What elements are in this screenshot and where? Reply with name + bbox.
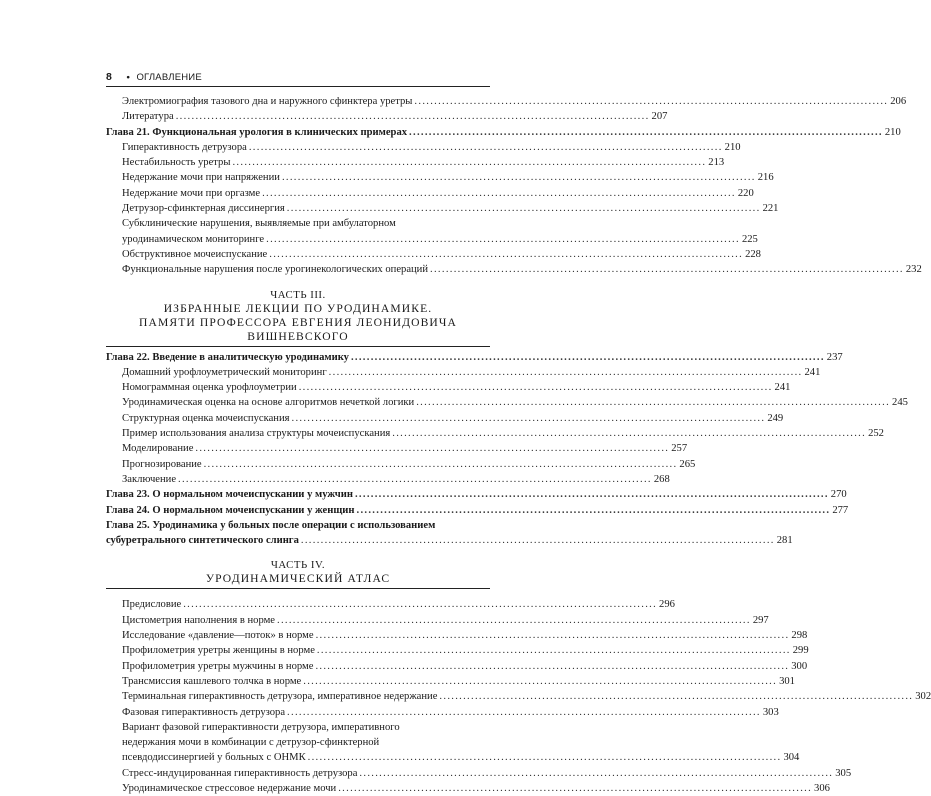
toc-entry	[106, 109, 668, 124]
toc-entry	[106, 380, 791, 395]
toc-entry	[106, 155, 725, 170]
part-rule	[106, 588, 490, 589]
toc-entry-text: Цистометрия наполнения в норме	[122, 614, 275, 626]
leader-dots: ........................................................................................................................	[303, 675, 778, 687]
leader-dots: ........................................................................................................................	[266, 233, 740, 245]
toc-entry-page: 306	[814, 782, 830, 794]
toc-entry-page: 298	[791, 630, 808, 642]
leader-dots: ........................................................................................................................	[269, 248, 744, 260]
toc-entry-text: Профилометрия уретры мужчины в норме	[122, 660, 314, 672]
toc-entry-text: Заключение	[122, 473, 177, 485]
leader-dots: ........................................................................................................................	[316, 645, 791, 657]
running-head-title: ОГЛАВЛЕНИЕ	[136, 72, 202, 83]
toc-entry-text: Стресс-индуцированная гиперактивность детрузора	[122, 767, 358, 779]
leader-dots: ........................................................................................................................	[248, 141, 723, 153]
toc-entry	[106, 597, 675, 612]
toc-entry-text: уродинамическом мониторинге	[122, 233, 265, 245]
toc-entry-text: Функциональные нарушения после урогинекологических операций	[122, 264, 429, 276]
bullet-glyph: •	[126, 72, 130, 83]
leader-dots: ........................................................................................................................	[328, 366, 803, 378]
toc-entry-text: Исследование «давление—поток» в норме	[122, 630, 314, 642]
toc-entry	[106, 140, 741, 155]
toc-entry-text: Гиперактивность детрузора	[122, 141, 247, 153]
toc-entry-text: Моделирование	[122, 443, 194, 455]
toc-block	[106, 350, 908, 518]
toc-entry	[106, 643, 809, 658]
toc-block	[106, 766, 852, 796]
toc-entry	[106, 689, 931, 704]
toc-entry-page: 305	[835, 767, 852, 779]
leader-dots: ........................................................................................................................	[195, 443, 670, 455]
header-rule	[106, 86, 490, 87]
leader-dots: ........................................................................................................................	[178, 473, 652, 485]
toc-entry-text: Глава 22. Введение в аналитическую уродинамику	[106, 351, 349, 363]
toc-entry-text: Детрузор-сфинктерная диссинергия	[122, 203, 285, 215]
toc-entry	[106, 613, 769, 628]
toc-entry-text: Вариант фазовой гиперактивности детрузора, императивного	[122, 721, 400, 733]
toc-chapter-entry	[106, 487, 847, 502]
leader-dots: ........................................................................................................................	[350, 351, 825, 363]
toc-entry-page: 303	[762, 706, 779, 718]
toc-chapter-entry	[106, 125, 901, 140]
toc-entry-multiline	[106, 720, 800, 766]
toc-entry-page: 210	[884, 126, 901, 138]
toc-entry-page: 225	[741, 233, 758, 245]
toc-entry-text: Фазовая гиперактивность детрузора	[122, 706, 286, 718]
toc-entry-text: Литература	[122, 111, 174, 123]
toc-entry-text: Уродинамическое стрессовое недержание мочи	[122, 782, 337, 794]
toc-entry-page: 281	[776, 535, 793, 547]
toc-entry	[106, 659, 808, 674]
toc-entry-text: субуретрального синтетического слинга	[106, 535, 299, 547]
running-head	[106, 71, 490, 83]
toc-entry-page: 268	[653, 473, 670, 485]
toc-entry-text: Электромиография тазового дна и наружного сфинктера уретры	[122, 96, 413, 107]
toc-entry-page: 213	[708, 157, 725, 169]
toc-entry	[106, 411, 784, 426]
toc-entry-text: Предисловие	[122, 599, 182, 611]
leader-dots: ........................................................................................................................	[430, 264, 904, 276]
toc-entry-text: Глава 21. Функциональная урология в клинических примерах	[106, 126, 408, 138]
toc-entry-text: Домашний урофлоуметрический мониторинг	[122, 366, 327, 378]
leader-dots: ........................................................................................................................	[439, 691, 914, 703]
part-heading	[106, 288, 490, 344]
toc-entry	[106, 426, 884, 441]
leader-dots: ........................................................................................................................	[262, 187, 736, 199]
leader-dots: ........................................................................................................................	[286, 203, 761, 215]
toc-entry-page: 207	[651, 111, 668, 123]
toc-entry-text: псевдодиссинергией у больных с ОНМК	[122, 752, 306, 764]
page-number: 8	[106, 71, 112, 83]
leader-dots: ........................................................................................................................	[356, 504, 831, 516]
toc-entry-page: 206	[890, 96, 907, 107]
toc-entry-text: Недержание мочи при напряжении	[122, 172, 280, 184]
leader-dots: ........................................................................................................................	[414, 96, 889, 107]
leader-dots: ........................................................................................................................	[300, 535, 775, 547]
leader-dots: ........................................................................................................................	[291, 412, 766, 424]
toc-entry-page: 220	[737, 187, 754, 199]
toc-entry-page: 237	[826, 351, 843, 363]
toc-entry	[106, 262, 922, 277]
leader-dots: ........................................................................................................................	[281, 172, 756, 184]
toc-entry	[106, 94, 907, 109]
leader-dots: ........................................................................................................................	[232, 157, 707, 169]
part-number: ЧАСТЬ IV.	[270, 559, 326, 572]
table-of-contents	[106, 94, 931, 796]
toc-entry-text: Профилометрия уретры женщины в норме	[122, 645, 315, 657]
toc-entry	[106, 781, 830, 796]
leader-dots: ........................................................................................................................	[315, 630, 790, 642]
part-number: ЧАСТЬ III.	[270, 288, 326, 301]
toc-chapter-entry	[106, 503, 849, 518]
leader-dots: ........................................................................................................................	[392, 428, 867, 440]
leader-dots: ........................................................................................................................	[307, 752, 782, 764]
toc-entry-text: недержания мочи в комбинации с детрузор-сфинктерной	[122, 737, 380, 749]
toc-entry	[106, 628, 808, 643]
toc-entry-page: 265	[679, 458, 696, 470]
part-heading	[106, 558, 490, 586]
leader-dots: ........................................................................................................................	[338, 782, 813, 794]
toc-entry-text: Трансмиссия кашлевого толчка в норме	[122, 675, 302, 687]
toc-entry-page: 245	[892, 397, 908, 409]
toc-entry-page: 304	[783, 752, 800, 764]
toc-entry-page: 232	[905, 264, 922, 276]
toc-entry-page: 297	[752, 614, 769, 626]
toc-entry	[106, 201, 779, 216]
toc-entry-page: 252	[868, 428, 884, 440]
leader-dots: ........................................................................................................................	[175, 111, 650, 123]
toc-chapter-entry	[106, 350, 843, 365]
toc-entry-text: Номограммная оценка урофлоуметрии	[122, 382, 297, 394]
toc-entry-multiline	[106, 518, 793, 549]
toc-entry-text: Недержание мочи при оргазме	[122, 187, 261, 199]
toc-entry	[106, 247, 761, 262]
toc-entry	[106, 472, 670, 487]
toc-entry-page: 228	[745, 248, 761, 260]
leader-dots: ........................................................................................................................	[416, 397, 891, 409]
leader-dots: ........................................................................................................................	[298, 382, 773, 394]
toc-entry-text: Субклинические нарушения, выявляемые при амбулаторном	[122, 218, 396, 230]
toc-entry	[106, 674, 795, 689]
toc-entry-page: 302	[915, 691, 931, 703]
toc-entry-text: Структурная оценка мочеиспускания	[122, 412, 290, 424]
toc-entry	[106, 186, 754, 201]
toc-entry-page: 301	[779, 675, 795, 687]
toc-entry	[106, 365, 821, 380]
toc-entry-text: Прогнозирование	[122, 458, 202, 470]
leader-dots: ........................................................................................................................	[183, 599, 658, 611]
toc-entry	[106, 705, 779, 720]
part-title: ПАМЯТИ ПРОФЕССОРА ЕВГЕНИЯ ЛЕОНИДОВИЧА ВИШНЕВСКОГО	[139, 315, 457, 343]
toc-entry-page: 299	[792, 645, 809, 657]
part-title: УРОДИНАМИЧЕСКИЙ АТЛАС	[205, 572, 391, 586]
toc-block	[106, 94, 907, 216]
leader-dots: ........................................................................................................................	[409, 126, 883, 138]
toc-entry-text: Глава 23. О нормальном мочеиспускании у мужчин	[106, 489, 353, 501]
toc-block	[106, 247, 922, 278]
toc-entry-text: Пример использования анализа структуры мочеиспускания	[122, 428, 391, 440]
toc-entry-text: Нестабильность уретры	[122, 157, 231, 169]
toc-entry-text: Терминальная гиперактивность детрузора, императивное недержание	[122, 691, 438, 703]
part-title: ИЗБРАННЫЕ ЛЕКЦИИ ПО УРОДИНАМИКЕ.	[163, 301, 433, 315]
toc-entry-page: 210	[724, 141, 741, 153]
toc-entry-page: 249	[767, 412, 784, 424]
toc-entry	[106, 457, 696, 472]
leader-dots: ........................................................................................................................	[287, 706, 761, 718]
toc-entry-text: Уродинамическая оценка на основе алгоритмов нечеткой логики	[122, 397, 415, 409]
toc-entry-text: Глава 24. О нормальном мочеиспускании у женщин	[106, 504, 355, 516]
toc-entry-page: 296	[659, 599, 675, 611]
leader-dots: ........................................................................................................................	[315, 660, 790, 672]
toc-entry	[106, 441, 688, 456]
leader-dots: ........................................................................................................................	[359, 767, 834, 779]
leader-dots: ........................................................................................................................	[203, 458, 678, 470]
toc-entry-text: Обструктивное мочеиспускание	[122, 248, 268, 260]
leader-dots: ........................................................................................................................	[277, 614, 751, 626]
toc-entry-page: 300	[791, 660, 808, 672]
toc-entry-page: 241	[774, 382, 791, 394]
toc-entry-page: 277	[832, 504, 849, 516]
part-rule	[106, 346, 490, 347]
toc-entry-page: 221	[762, 203, 779, 215]
toc-entry	[106, 170, 774, 185]
toc-entry-page: 257	[671, 443, 688, 455]
toc-entry	[106, 395, 908, 410]
toc-entry-text: Глава 25. Уродинамика у больных после операции с использованием	[106, 519, 436, 531]
leader-dots: ........................................................................................................................	[354, 489, 829, 501]
toc-entry-page: 241	[804, 366, 821, 378]
toc-entry-page: 270	[830, 489, 847, 501]
toc-block	[106, 597, 931, 719]
toc-entry	[106, 766, 852, 781]
toc-entry-multiline	[106, 216, 758, 247]
toc-entry-page: 216	[757, 172, 774, 184]
